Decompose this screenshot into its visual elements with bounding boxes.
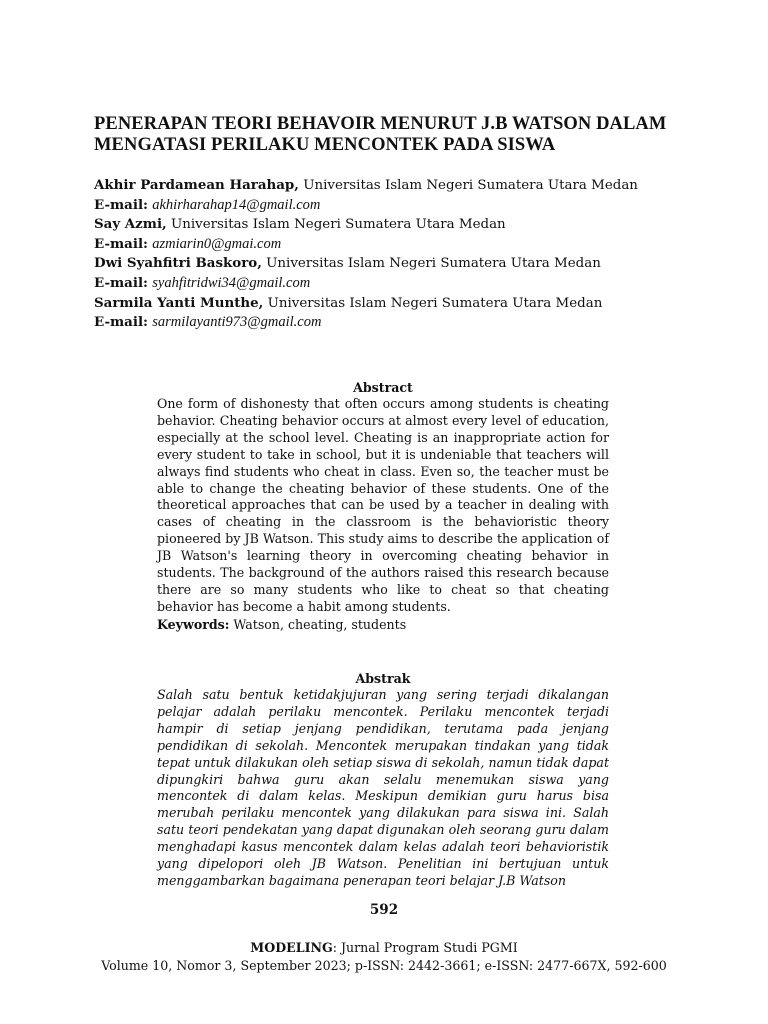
email-label: E-mail: xyxy=(94,314,148,331)
author-name: Sarmila Yanti Munthe, xyxy=(94,294,264,311)
footer-journal-line xyxy=(0,939,768,957)
paper-title: PENERAPAN TEORI BEHAVOIR MENURUT J.B WATSON DALAM MENGATASI PERILAKU MENCONTEK PADA SISWA xyxy=(94,114,667,155)
email-line xyxy=(94,313,714,333)
email-label: E-mail: xyxy=(94,235,148,252)
author-name: Dwi Syahfitri Baskoro, xyxy=(94,255,262,272)
keywords-value: Watson, cheating, students xyxy=(229,617,407,632)
author-email[interactable]: sarmilayanti973@gmail.com xyxy=(152,314,322,331)
author-affiliation: Universitas Islam Negeri Sumatera Utara Medan xyxy=(298,178,638,193)
journal-footer xyxy=(0,939,768,975)
keywords-label: Keywords: xyxy=(157,617,230,632)
author-line xyxy=(94,215,714,235)
abstract-section xyxy=(157,379,609,616)
journal-name: MODELING xyxy=(250,940,333,955)
email-line xyxy=(94,235,714,255)
author-name: Akhir Pardamean Harahap, xyxy=(94,177,299,193)
abstract-text: One form of dishonesty that often occurs among students is cheating behavior. Cheating behavior occurs at almost every level of education, especially at the school level. Cheating is an inappropriate action for every student to take in school, but it is undeniable that teachers will always find students who cheat in class. Even so, the teacher must be able to change the cheating behavior of these students. One of the theoretical approaches that can be used by a teacher in dealing with cases of cheating in the classroom is the behavioristic theory pioneered by JB Watson. This study aims to describe the application of JB Watson's learning theory in overcoming cheating behavior in students. The background of the authors raised this research because there are so many students who like to cheat so that cheating behavior has become a habit among students. xyxy=(157,396,609,614)
keywords-line xyxy=(157,616,406,633)
email-label: E-mail: xyxy=(94,274,148,291)
email-line xyxy=(94,196,714,216)
author-email[interactable]: azmiarin0@gmai.com xyxy=(152,235,282,252)
author-line xyxy=(94,294,714,314)
author-affiliation: Universitas Islam Negeri Sumatera Utara Medan xyxy=(261,256,601,272)
journal-subtitle: : Jurnal Program Studi PGMI xyxy=(332,940,518,955)
abstrak-section xyxy=(157,670,609,890)
author-name: Say Azmi, xyxy=(94,216,167,233)
author-affiliation: Universitas Islam Negeri Sumatera Utara Medan xyxy=(263,295,603,311)
abstrak-text: Salah satu bentuk ketidakjujuran yang sering terjadi dikalangan pelajar adalah perilaku mencontek. Perilaku mencontek terjadi hampir di setiap jenjang pendidikan, terutama pada jenjang pendidikan di sekolah. Mencontek merupakan tindakan yang tidak tepat untuk dilakukan oleh setiap siswa di sekolah, namun tidak dapat dipungkiri bahwa guru akan selalu menemukan siswa yang mencontek di dalam kelas. Meskipun demikian guru harus bisa merubah perilaku mencontek yang dilakukan para siswa ini. Salah satu teori pendekatan yang dapat digunakan oleh seorang guru dalam menghadapi kasus mencontek dalam kelas adalah teori behavioristik yang dipelopori oleh JB Watson. Penelitian ini bertujuan untuk menggambarkan bagaimana penerapan teori belajar J.B Watson xyxy=(157,687,609,888)
author-line xyxy=(94,254,714,274)
email-label: E-mail: xyxy=(94,196,148,213)
author-line xyxy=(94,176,714,196)
email-line xyxy=(94,274,714,294)
author-email[interactable]: syahfitridwi34@gmail.com xyxy=(152,274,311,291)
page-number: 592 xyxy=(369,902,399,918)
abstract-heading: Abstract xyxy=(353,380,413,395)
footer-volume-line: Volume 10, Nomor 3, September 2023; p-ISSN: 2442-3661; e-ISSN: 2477-667X, 592-600 xyxy=(101,958,667,973)
abstrak-heading: Abstrak xyxy=(355,671,411,686)
author-list xyxy=(94,176,714,333)
author-email[interactable]: akhirharahap14@gmail.com xyxy=(152,196,321,213)
author-affiliation: Universitas Islam Negeri Sumatera Utara Medan xyxy=(166,217,506,233)
